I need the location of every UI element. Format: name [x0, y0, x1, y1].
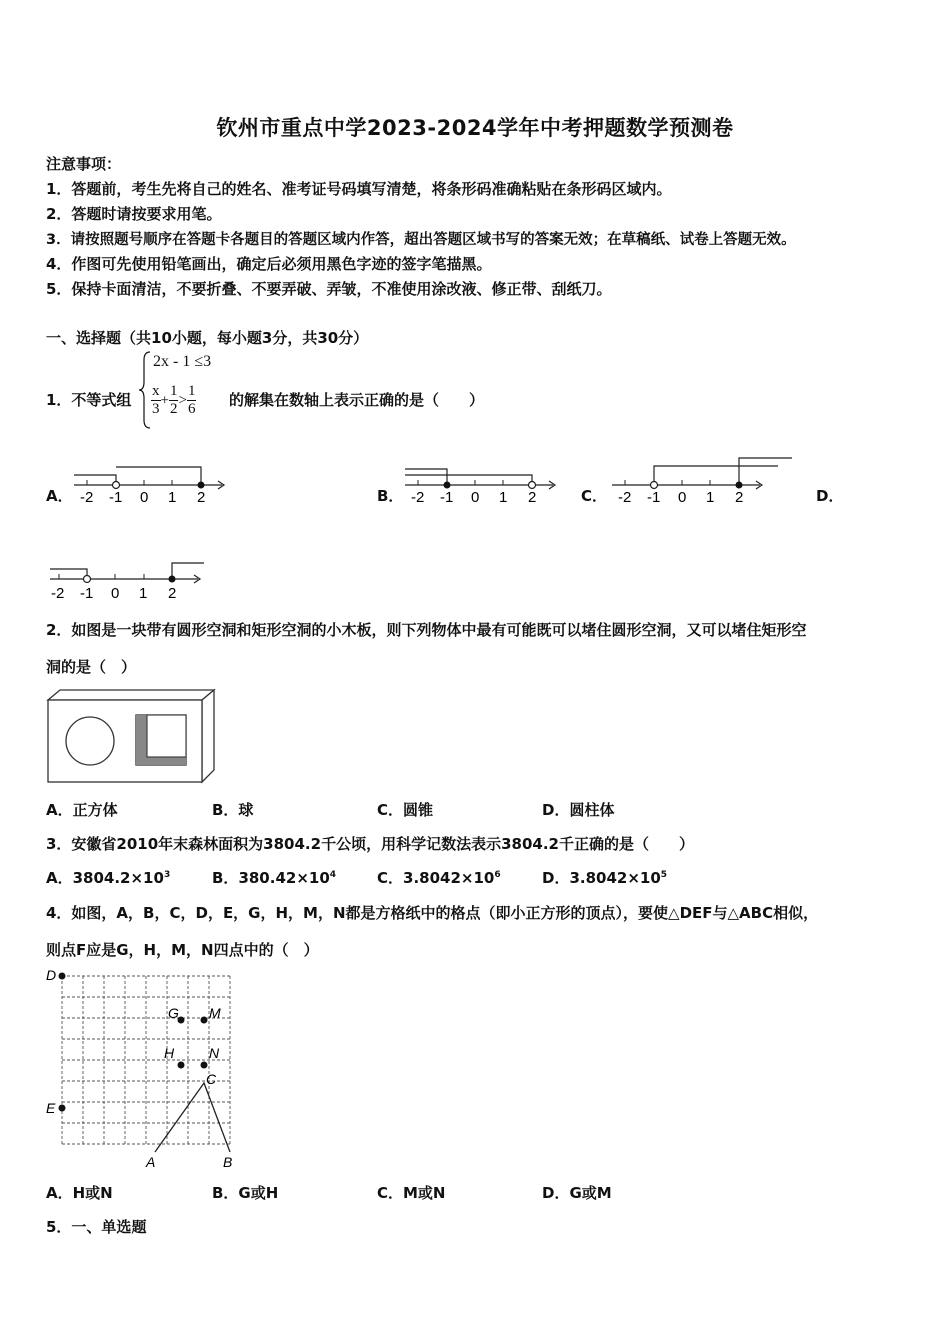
q4-text-line1: 4．如图，A，B，C，D，E，G，H，M，N都是方格纸中的格点（即小正方形的顶点），要使△DEF与△ABC相似， — [46, 904, 819, 922]
q4-label-m: M — [209, 1005, 221, 1021]
notice-item-3: 3．请按照题号顺序在答题卡各题目的答题区域内作答，超出答题区域书写的答案无效；在草稿纸、试卷上答题无效。 — [46, 232, 796, 248]
q1b-tick-1: 1 — [499, 489, 508, 506]
q2-text-line2: 洞的是（ ） — [46, 658, 137, 676]
q4-option-c[interactable]: C．M或N — [377, 1184, 446, 1202]
q1c-tick-neg1: -1 — [647, 489, 661, 506]
q1-option-a-label[interactable]: A． — [46, 487, 73, 505]
q1-frac3-num: 1 — [187, 383, 196, 399]
q1-plus: + — [160, 392, 169, 409]
q1a-tick-2: 2 — [197, 489, 206, 506]
notice-item-1: 1．答题前，考生先将自己的姓名、准考证号码填写清楚，将条形码准确粘贴在条形码区域内。 — [46, 180, 672, 198]
q1c-tick-2: 2 — [735, 489, 744, 506]
q4-label-e: E — [46, 1100, 56, 1116]
q1-frac2-num: 1 — [169, 383, 178, 399]
q1-numberline-a[interactable] — [72, 454, 232, 510]
q4-option-d[interactable]: D．G或M — [542, 1184, 612, 1202]
q1d-tick-1: 1 — [139, 585, 148, 602]
q1-brace — [138, 350, 152, 430]
q1d-tick-neg1: -1 — [80, 585, 94, 602]
q1-frac1-den: 3 — [152, 401, 160, 417]
notice-item-5: 5．保持卡面清洁，不要折叠、不要弄破、弄皱，不准使用涂改液、修正带、刮纸刀。 — [46, 280, 612, 298]
q1a-tick-0: 0 — [140, 489, 149, 506]
q1-frac1-num: x — [152, 383, 160, 399]
section-heading: 一、选择题（共10小题，每小题3分，共30分） — [46, 329, 369, 347]
q1c-tick-0: 0 — [678, 489, 687, 506]
q4-option-b[interactable]: B．G或H — [212, 1184, 279, 1202]
notice-item-2: 2．答题时请按要求用笔。 — [46, 205, 222, 223]
q1c-tick-neg2: -2 — [618, 489, 632, 506]
q1-ineq-2 — [151, 383, 196, 418]
q2-option-d[interactable]: D．圆柱体 — [542, 801, 615, 819]
q1b-tick-2: 2 — [528, 489, 537, 506]
q1-suffix: 的解集在数轴上表示正确的是（ ） — [229, 391, 485, 409]
q4-label-n: N — [209, 1045, 220, 1061]
q4-text-line2: 则点F应是G，H，M，N四点中的（ ） — [46, 941, 319, 959]
q1c-tick-1: 1 — [706, 489, 715, 506]
q1-ineq-1: 2x - 1 ≤3 — [153, 353, 212, 370]
q4-label-h: H — [164, 1045, 175, 1061]
q1-frac2-den: 2 — [169, 401, 178, 417]
q1-numberline-d[interactable] — [48, 558, 208, 604]
q2-text-line1: 2．如图是一块带有圆形空洞和矩形空洞的小木板，则下列物体中最有可能既可以堵住圆形空洞，又可以堵住矩形空 — [46, 621, 807, 639]
q3-text: 3．安徽省2010年末森林面积为3804.2千公顷，用科学记数法表示3804.2千正确的是（ ） — [46, 835, 694, 853]
q1a-tick-neg2: -2 — [80, 489, 94, 506]
q2-board-figure — [46, 688, 218, 786]
q1-option-c-label[interactable]: C． — [581, 487, 608, 505]
q4-label-g: G — [168, 1005, 179, 1021]
q1d-tick-neg2: -2 — [51, 585, 65, 602]
q2-option-c[interactable]: C．圆锥 — [377, 801, 434, 819]
q4-option-a[interactable]: A．H或N — [46, 1184, 113, 1202]
q4-label-d: D — [46, 967, 57, 983]
page-title: 钦州市重点中学2023-2024学年中考押题数学预测卷 — [216, 116, 734, 140]
q1a-tick-1: 1 — [168, 489, 177, 506]
q3-option-b[interactable]: B．$380.42\times 10^4$ — [212, 869, 337, 887]
q4-label-c: C — [206, 1071, 217, 1087]
q4-grid-figure — [44, 966, 240, 1172]
q3-option-c[interactable]: C．$3.8042\times 10^6$ — [377, 869, 501, 887]
q1-gt: > — [178, 392, 187, 409]
q1-numberline-b[interactable] — [403, 454, 563, 510]
q1b-tick-0: 0 — [471, 489, 480, 506]
q1a-tick-neg1: -1 — [109, 489, 123, 506]
notice-item-4: 4．作图可先使用铅笔画出，确定后必须用黑色字迹的签字笔描黑。 — [46, 255, 492, 273]
q1b-tick-neg2: -2 — [411, 489, 425, 506]
q1d-tick-0: 0 — [111, 585, 120, 602]
notice-heading: 注意事项： — [46, 155, 122, 173]
q3-option-d[interactable]: D．$3.8042\times 10^5$ — [542, 869, 668, 887]
q4-label-a: A — [146, 1154, 156, 1170]
q1-prefix: 1．不等式组 — [46, 391, 132, 409]
q1d-tick-2: 2 — [168, 585, 177, 602]
q1-option-d-label[interactable]: D． — [816, 487, 844, 505]
q2-option-a[interactable]: A．正方体 — [46, 801, 118, 819]
q4-label-b: B — [223, 1154, 233, 1170]
q5-heading: 5．一、单选题 — [46, 1218, 147, 1236]
q2-option-b[interactable]: B．球 — [212, 801, 254, 819]
q1b-tick-neg1: -1 — [440, 489, 454, 506]
q1-option-b-label[interactable]: B． — [377, 487, 404, 505]
q3-option-a[interactable]: A．$3804.2\times 10^3$ — [46, 869, 171, 887]
q1-numberline-c[interactable] — [610, 454, 800, 510]
q1-frac3-den: 6 — [187, 401, 196, 417]
